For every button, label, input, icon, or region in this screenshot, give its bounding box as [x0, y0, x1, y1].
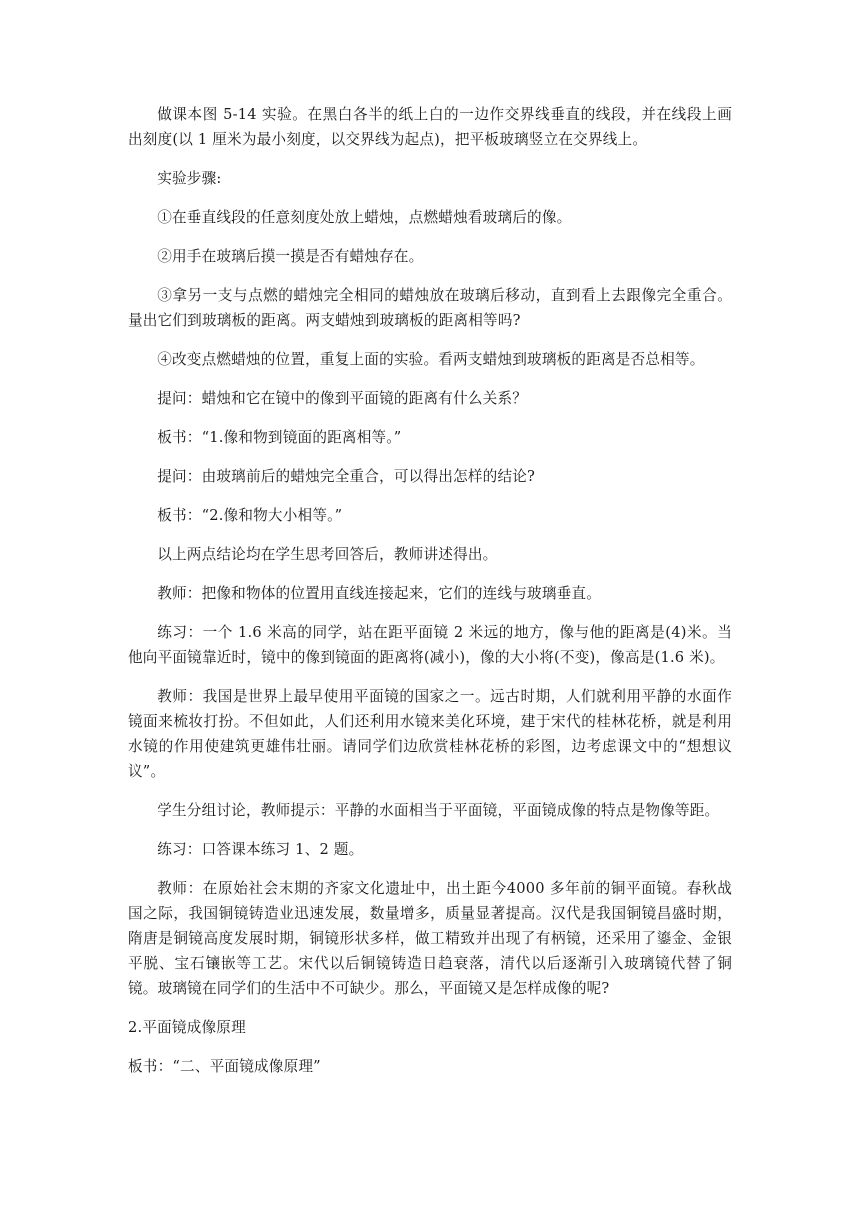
paragraph-conclusion-note: 以上两点结论均在学生思考回答后，教师讲述得出。 [157, 546, 498, 563]
paragraph-step-1: ①在垂直线段的任意刻度处放上蜡烛，点燃蜡烛看玻璃后的像。 [157, 209, 572, 226]
paragraph-step-2: ②用手在玻璃后摸一摸是否有蜡烛存在。 [157, 248, 424, 265]
paragraph-teacher-2: 教师：我国是世界上最早使用平面镜的国家之一。远古时期，人们就利用平静的水面作镜面来梳妆打扮。不但如此，人们还利用水镜来美化环境，建于宋代的桂林花桥，就是利用水镜的作用使建筑更雄伟壮丽。请同学们边欣赏桂林花桥的彩图，边考虑课文中的“想想议议”。 [128, 688, 732, 780]
document-body [128, 102, 732, 1079]
paragraph-board-1: 板书：“1.像和物到镜面的距离相等。” [157, 429, 402, 446]
paragraph-intro: 做课本图 5-14 实验。在黑白各半的纸上白的一边作交界线垂直的线段，并在线段上画出刻度(以 1 厘米为最小刻度，以交界线为起点)，把平板玻璃竖立在交界线上。 [128, 106, 732, 148]
paragraph-board-2: 板书：“2.像和物大小相等。” [157, 507, 343, 524]
paragraph-exercise-1: 练习：一个 1.6 米高的同学，站在距平面镜 2 米远的地方，像与他的距离是(4)米。当他向平面镜靠近时，镜中的像到镜面的距离将(减小)，像的大小将(不变)，像高是(1.6 米)。 [128, 624, 732, 666]
paragraph-step-4: ④改变点燃蜡烛的位置，重复上面的实验。看两支蜡烛到玻璃板的距离是否总相等。 [157, 351, 705, 368]
paragraph-steps-title: 实验步骤: [157, 170, 222, 187]
paragraph-question-1: 提问：蜡烛和它在镜中的像到平面镜的距离有什么关系？ [157, 390, 528, 407]
paragraph-discussion: 学生分组讨论，教师提示：平静的水面相当于平面镜，平面镜成像的特点是物像等距。 [157, 802, 720, 819]
board-note: 板书：“二、平面镜成像原理” [128, 1058, 321, 1075]
paragraph-question-2: 提问：由玻璃前后的蜡烛完全重合，可以得出怎样的结论? [157, 468, 536, 485]
paragraph-step-3: ③拿另一支与点燃的蜡烛完全相同的蜡烛放在玻璃后移动，直到看上去跟像完全重合。量出它们到玻璃板的距离。两支蜡烛到玻璃板的距离相等吗? [128, 287, 732, 329]
section-heading: 2.平面镜成像原理 [128, 1019, 246, 1036]
paragraph-exercise-2: 练习：口答课本练习 1、2 题。 [157, 841, 364, 858]
paragraph-teacher-3: 教师：在原始社会末期的齐家文化遗址中，出土距今4000 多年前的铜平面镜。春秋战国之际，我国铜镜铸造业迅速发展，数量增多，质量显著提高。汉代是我国铜镜昌盛时期，隋唐是铜镜高度发展时期，铜镜形状多样，做工精致并出现了有柄镜，还采用了鎏金、金银平脱、宝石镶嵌等工艺。宋代以后铜镜铸造日趋衰落，清代以后逐渐引入玻璃镜代替了铜镜。玻璃镜在同学们的生活中不可缺少。那么，平面镜又是怎样成像的呢? [128, 880, 732, 997]
paragraph-teacher-1: 教师：把像和物体的位置用直线连接起来，它们的连线与玻璃垂直。 [157, 585, 602, 602]
